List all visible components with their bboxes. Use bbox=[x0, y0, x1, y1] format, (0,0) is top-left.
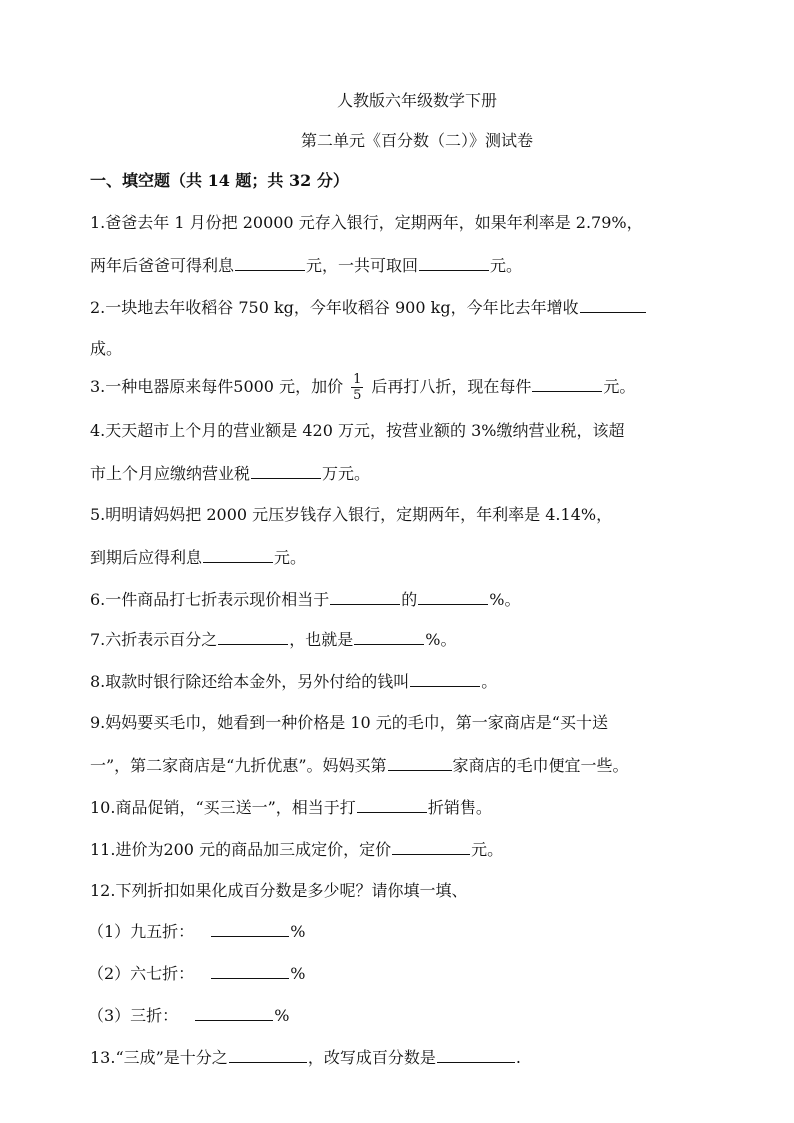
question-9-line-1: 9.妈妈要买毛巾，她看到一种价格是 10 元的毛巾，第一家商店是“买十送 bbox=[90, 713, 608, 732]
answer-blank[interactable] bbox=[211, 920, 289, 937]
answer-blank[interactable] bbox=[354, 628, 424, 645]
question-text: 7.六折表示百分之 bbox=[90, 630, 218, 649]
question-text: 8.取款时银行除还给本金外，另外付给的钱叫 bbox=[90, 672, 410, 691]
question-text: 元。 bbox=[603, 377, 636, 396]
question-text: %。 bbox=[489, 590, 521, 609]
section-heading: 一、填空题（共 14 题；共 32 分） bbox=[90, 171, 349, 190]
question-12-item bbox=[88, 1004, 289, 1027]
question-text: 一”，第二家商店是“九折优惠”。妈妈买第 bbox=[90, 756, 387, 775]
question-1-line-2 bbox=[90, 254, 522, 277]
question-5-line-2 bbox=[90, 546, 306, 569]
question-4-line-1: 4.天天超市上个月的营业额是 420 万元，按营业额的 3%缴纳营业税，该超 bbox=[90, 421, 625, 440]
question-text: . bbox=[515, 1048, 521, 1067]
question-text: 的 bbox=[401, 590, 418, 609]
question-text: 市上个月应缴纳营业税 bbox=[90, 464, 251, 483]
percent-sign: % bbox=[274, 1006, 290, 1025]
question-text: 2.一块地去年收稻谷 750 kg，今年收稻谷 900 kg，今年比去年增收 bbox=[90, 298, 579, 317]
question-text: 家商店的毛巾便宜一些。 bbox=[452, 756, 629, 775]
question-3 bbox=[90, 370, 635, 404]
answer-blank[interactable] bbox=[218, 628, 288, 645]
answer-blank[interactable] bbox=[251, 462, 321, 479]
question-text: 元。 bbox=[274, 548, 307, 567]
answer-blank[interactable] bbox=[410, 670, 480, 687]
question-2-line-1 bbox=[90, 296, 647, 319]
question-5-line-1: 5.明明请妈妈把 2000 元压岁钱存入银行，定期两年，年利率是 4.14%， bbox=[90, 505, 613, 524]
fraction bbox=[351, 372, 363, 403]
question-11 bbox=[90, 838, 503, 861]
answer-blank[interactable] bbox=[392, 838, 470, 855]
question-8 bbox=[90, 670, 497, 693]
question-12-intro: 12.下列折扣如果化成百分数是多少呢？请你填一填、 bbox=[90, 881, 468, 900]
question-text: 。 bbox=[481, 672, 498, 691]
answer-blank[interactable] bbox=[229, 1046, 307, 1063]
question-text: %。 bbox=[425, 630, 457, 649]
question-text: 元。 bbox=[490, 256, 523, 275]
question-text: 6.一件商品打七折表示现价相当于 bbox=[90, 590, 330, 609]
question-text: 3.一种电器原来每件5000 元，加价 bbox=[90, 377, 344, 396]
question-1-line-1: 1.爸爸去年 1 月份把 20000 元存入银行，定期两年，如果年利率是 2.79%， bbox=[90, 213, 643, 232]
percent-sign: % bbox=[290, 964, 306, 983]
answer-blank[interactable] bbox=[235, 254, 305, 271]
question-text: ，改写成百分数是 bbox=[307, 1048, 436, 1067]
question-text: （1）九五折： bbox=[88, 922, 195, 941]
question-13 bbox=[90, 1046, 521, 1069]
question-text: 元，一共可取回 bbox=[306, 256, 419, 275]
question-text: （3）三折： bbox=[88, 1006, 179, 1025]
question-text: 元。 bbox=[471, 840, 504, 859]
question-text: 到期后应得利息 bbox=[90, 548, 203, 567]
question-text: 13.“三成”是十分之 bbox=[90, 1048, 228, 1067]
question-text: 10.商品促销，“买三送一”，相当于打 bbox=[90, 798, 356, 817]
question-12-item bbox=[88, 920, 305, 943]
answer-blank[interactable] bbox=[419, 254, 489, 271]
question-12-item bbox=[88, 962, 305, 985]
answer-blank[interactable] bbox=[203, 546, 273, 563]
answer-blank[interactable] bbox=[357, 796, 427, 813]
question-text: 两年后爸爸可得利息 bbox=[90, 256, 235, 275]
question-2-line-2: 成。 bbox=[90, 339, 123, 358]
answer-blank[interactable] bbox=[418, 588, 488, 605]
question-text: 折销售。 bbox=[427, 798, 492, 817]
answer-blank[interactable] bbox=[580, 296, 646, 313]
page-subtitle: 第二单元《百分数（二）》测试卷 bbox=[300, 131, 533, 150]
question-9-line-2 bbox=[90, 754, 629, 777]
answer-blank[interactable] bbox=[330, 588, 400, 605]
answer-blank[interactable] bbox=[437, 1046, 515, 1063]
percent-sign: % bbox=[290, 922, 306, 941]
question-text: ，也就是 bbox=[289, 630, 354, 649]
question-10 bbox=[90, 796, 492, 819]
answer-blank[interactable] bbox=[195, 1004, 273, 1021]
question-6 bbox=[90, 588, 521, 611]
question-text: 11.进价为200 元的商品加三成定价，定价 bbox=[90, 840, 392, 859]
question-text: （2）六七折： bbox=[88, 964, 195, 983]
answer-blank[interactable] bbox=[388, 754, 452, 771]
page-title: 人教版六年级数学下册 bbox=[336, 91, 497, 110]
question-7 bbox=[90, 628, 457, 651]
fraction-numerator: 1 bbox=[353, 372, 362, 387]
fraction-denominator: 5 bbox=[353, 388, 362, 403]
question-text: 万元。 bbox=[322, 464, 371, 483]
answer-blank[interactable] bbox=[532, 375, 602, 392]
answer-blank[interactable] bbox=[211, 962, 289, 979]
question-4-line-2 bbox=[90, 462, 370, 485]
question-text: 后再打八折，现在每件 bbox=[371, 377, 532, 396]
